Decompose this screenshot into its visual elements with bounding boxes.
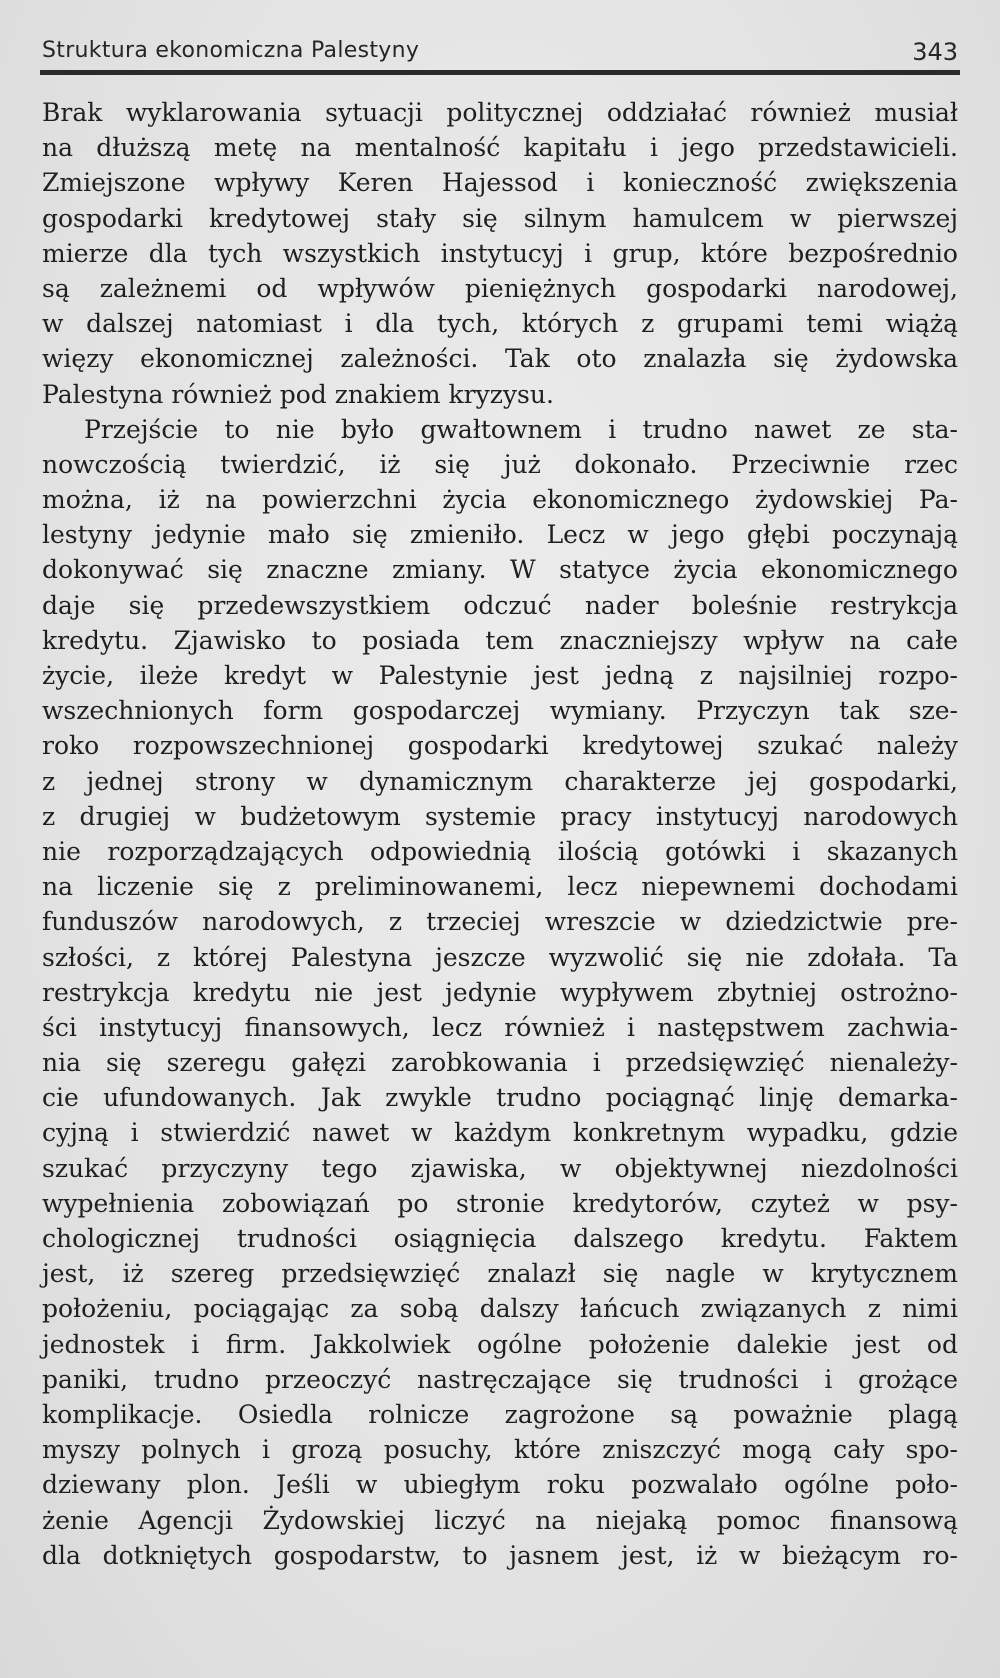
text-line: na dłuższą metę na mentalność kapitału i jego przedstawicieli.: [42, 133, 958, 163]
paragraph: [42, 95, 958, 412]
text-line: mierze dla tych wszystkich instytucyj i grup, które bezpośrednio: [42, 238, 958, 268]
text-line: funduszów narodowych, z trzeciej wreszcie w dziedzictwie pre-: [42, 907, 958, 937]
text-line: życie, ileże kredyt w Palestynie jest jedną z najsilniej rozpo-: [42, 661, 958, 690]
page-header: [42, 36, 958, 72]
text-line: roko rozpowszechnionej gospodarki kredytowej szukać należy: [42, 731, 958, 761]
text-line: więzy ekonomicznej zależności. Tak oto znalazła się żydowska: [42, 344, 958, 374]
text-line: myszy polnych i grozą posuchy, które zniszczyć mogą cały spo-: [42, 1435, 958, 1465]
text-line: gospodarki kredytowej stały się silnym hamulcem w pierwszej: [42, 203, 958, 233]
text-line: ści instytucyj finansowych, lecz również i następstwem zachwia-: [42, 1012, 958, 1042]
text-line: na liczenie się z preliminowanemi, lecz niepewnemi dochodami: [42, 872, 958, 902]
text-line: żenie Agencji Żydowskiej liczyć na niejaką pomoc finansową: [42, 1505, 958, 1535]
body-text: [42, 95, 958, 1573]
text-line: nia się szeregu gałęzi zarobkowania i przedsięwzięć nienależy-: [42, 1048, 958, 1078]
paragraph: [42, 412, 958, 1573]
text-line: nowczością twierdzić, iż się już dokonało. Przeciwnie rzec: [42, 449, 958, 479]
text-line: szłości, z której Palestyna jeszcze wyzwolić się nie zdołała. Ta: [42, 942, 958, 972]
text-line: Przejście to nie było gwałtownem i trudno nawet ze sta-: [84, 414, 958, 444]
text-line: Zmiejszone wpływy Keren Hajessod i konieczność zwiększenia: [42, 168, 958, 198]
text-line: można, iż na powierzchni życia ekonomicznego żydowskiej Pa-: [42, 485, 958, 515]
text-line: z drugiej w budżetowym systemie pracy instytucyj narodowych: [42, 801, 958, 831]
text-line: są zależnemi od wpływów pieniężnych gospodarki narodowej,: [42, 273, 958, 303]
text-line: jest, iż szereg przedsięwzięć znalazł się nagle w krytycznem: [42, 1259, 958, 1289]
page-number: 343: [912, 38, 958, 66]
text-line: restrykcja kredytu nie jest jedynie wypływem zbytniej ostrożno-: [42, 977, 958, 1007]
text-line: kredytu. Zjawisko to posiada tem znaczniejszy wpływ na całe: [42, 625, 958, 655]
text-line: wypełnienia zobowiązań po stronie kredytorów, czyteż w psy-: [42, 1188, 958, 1218]
text-line: dziewany plon. Jeśli w ubiegłym roku pozwalało ogólne poło-: [42, 1470, 958, 1500]
text-line: dla dotkniętych gospodarstw, to jasnem jest, iż w bieżącym ro-: [42, 1540, 958, 1570]
text-line: dokonywać się znaczne zmiany. W statyce życia ekonomicznego: [42, 555, 958, 585]
text-line: paniki, trudno przeoczyć nastręczające się trudności i grożące: [42, 1364, 958, 1394]
text-line: Brak wyklarowania sytuacji politycznej oddziałać również musiał: [42, 98, 958, 127]
text-line: w dalszej natomiast i dla tych, których z grupami temi wiążą: [42, 309, 958, 339]
header-rule: [40, 70, 960, 75]
text-line: chologicznej trudności osiągnięcia dalszego kredytu. Faktem: [42, 1224, 958, 1253]
text-line: wszechnionych form gospodarczej wymiany. Przyczyn tak sze-: [42, 696, 958, 726]
text-line: cie ufundowanych. Jak zwykle trudno pociągnąć linję demarka-: [42, 1083, 958, 1113]
running-title: Struktura ekonomiczna Palestyny: [42, 38, 420, 63]
text-line: daje się przedewszystkiem odczuć nader boleśnie restrykcja: [42, 590, 958, 620]
text-line: z jednej strony w dynamicznym charakterze jej gospodarki,: [42, 766, 958, 796]
text-line: cyjną i stwierdzić nawet w każdym konkretnym wypadku, gdzie: [42, 1118, 958, 1148]
text-line: komplikacje. Osiedla rolnicze zagrożone są poważnie plagą: [42, 1399, 958, 1429]
text-line: lestyny jedynie mało się zmieniło. Lecz w jego głębi poczynają: [42, 520, 958, 550]
text-line: nie rozporządzających odpowiednią ilością gotówki i skazanych: [42, 836, 958, 866]
text-line: jednostek i firm. Jakkolwiek ogólne położenie dalekie jest od: [42, 1329, 958, 1359]
text-line: Palestyna również pod znakiem kryzysu.: [42, 379, 554, 409]
text-line: szukać przyczyny tego zjawiska, w objektywnej niezdolności: [42, 1153, 958, 1183]
text-line: położeniu, pociągając za sobą dalszy łańcuch związanych z nimi: [42, 1294, 958, 1324]
